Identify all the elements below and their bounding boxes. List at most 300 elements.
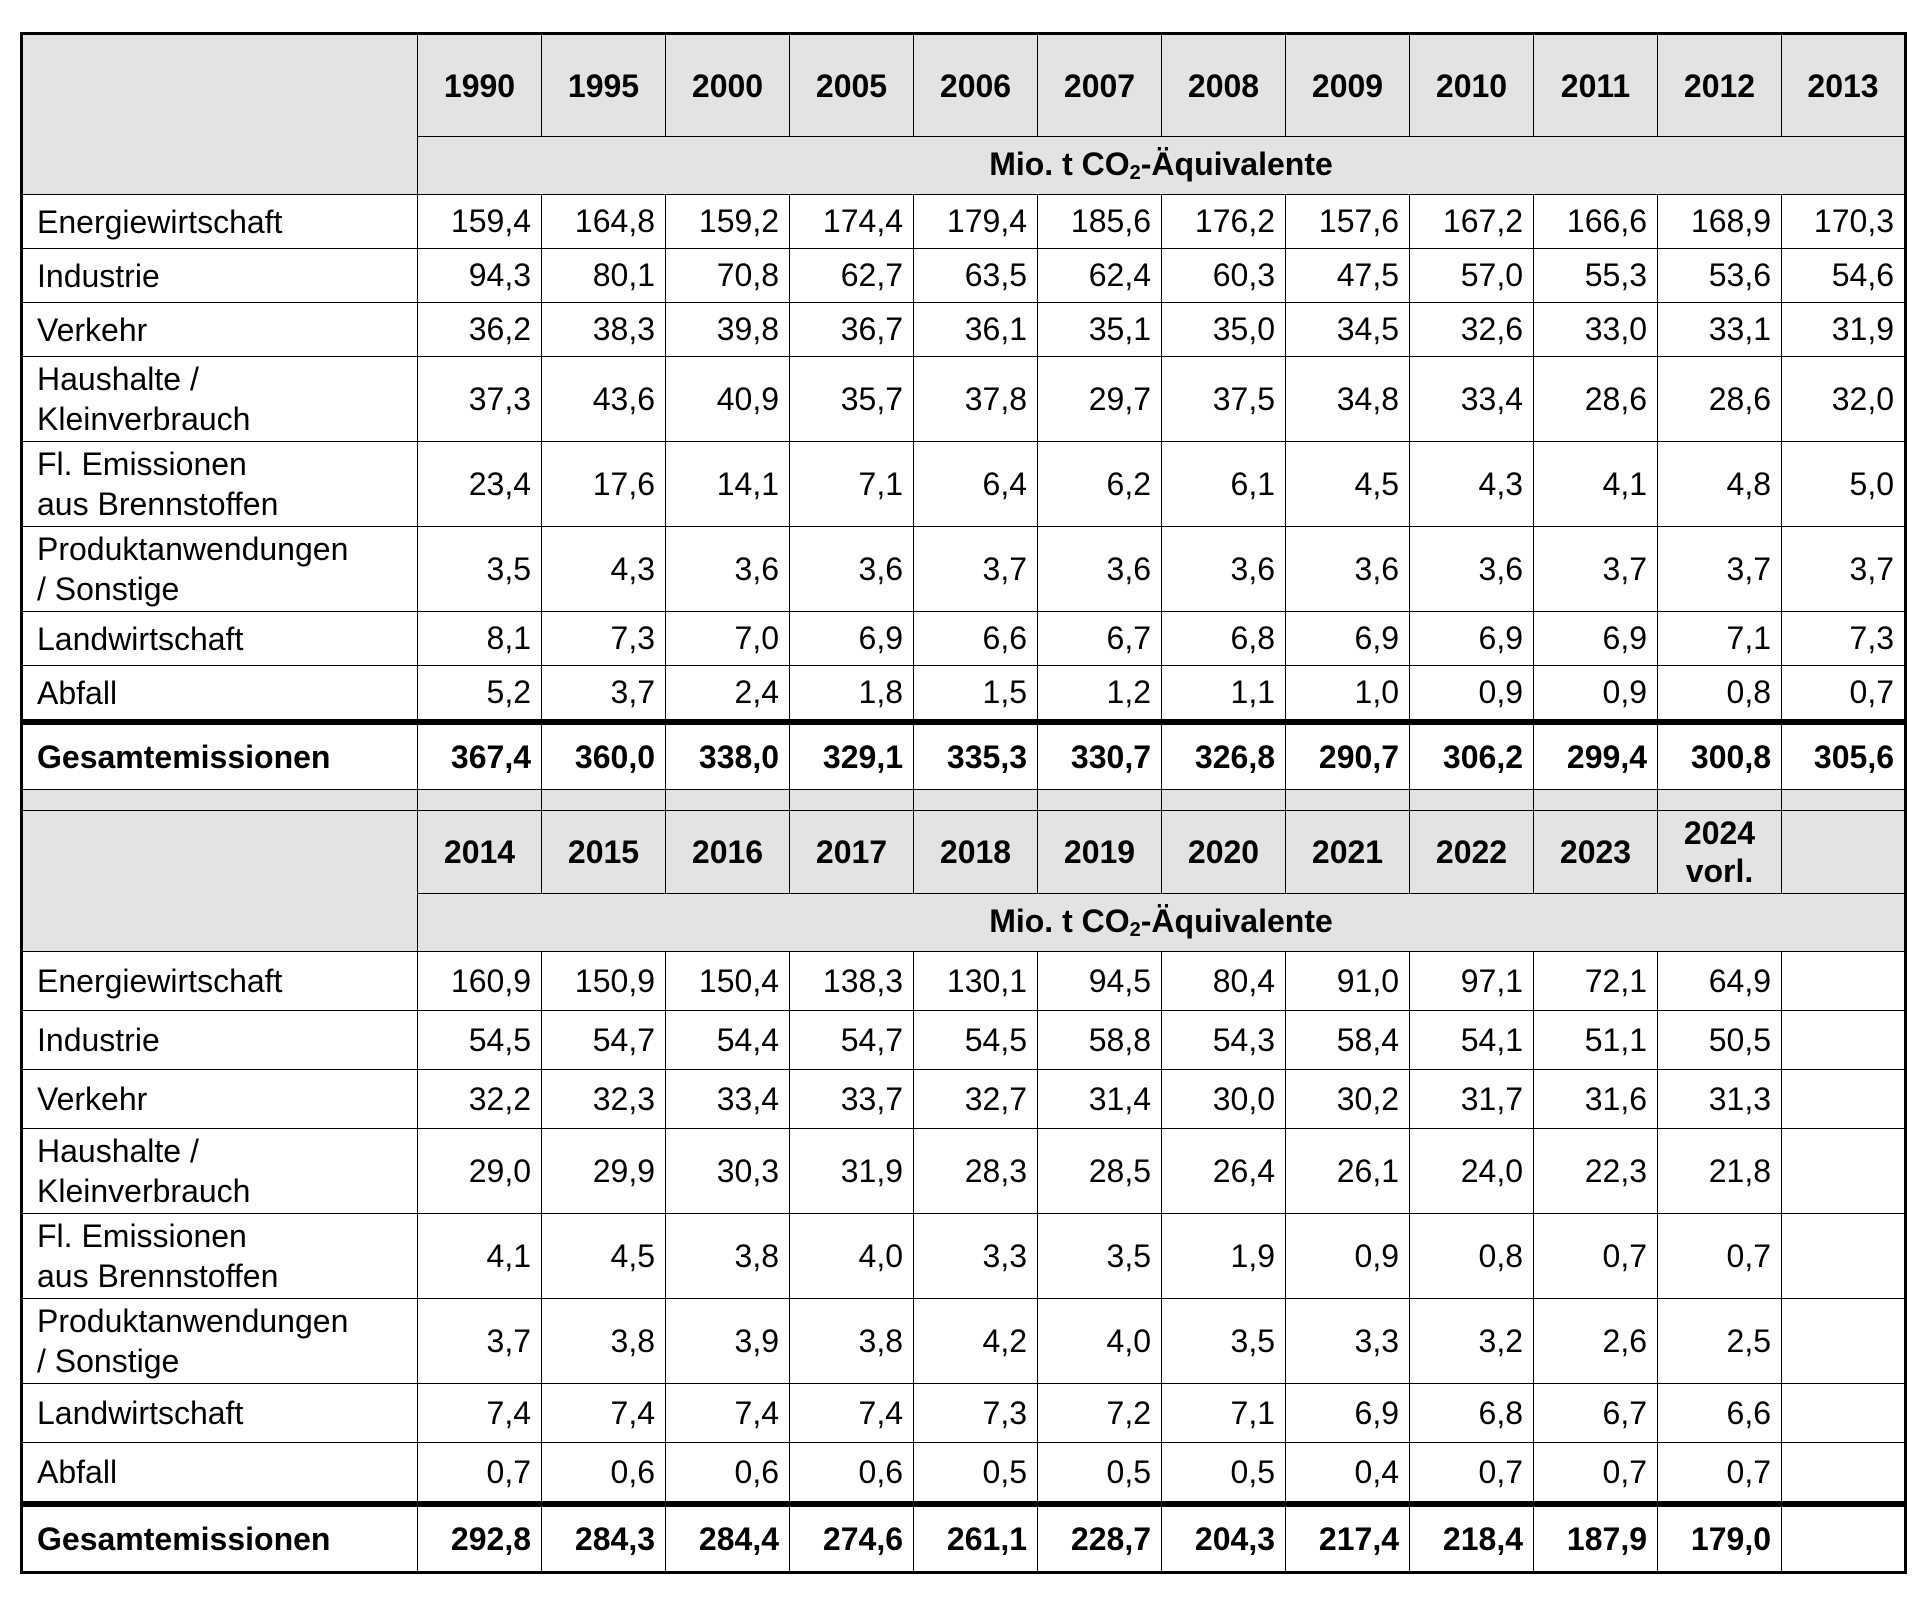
table-cell: 7,2 (1038, 1384, 1162, 1443)
table-cell: 54,7 (790, 1011, 914, 1070)
row-label: Energiewirtschaft (22, 952, 418, 1011)
table-cell: 0,7 (1410, 1443, 1534, 1505)
table-row (22, 442, 1906, 527)
table-cell: 167,2 (1410, 195, 1534, 249)
text-line: Haushalte / (37, 1133, 199, 1169)
table-cell: 31,3 (1658, 1070, 1782, 1129)
table-cell: 3,7 (914, 527, 1038, 612)
table-cell: 62,7 (790, 249, 914, 303)
table-cell: 5,2 (418, 666, 542, 723)
year-header: 2000 (666, 34, 790, 137)
year-header-row (22, 811, 1906, 894)
total-cell: 300,8 (1658, 722, 1782, 790)
total-cell: 274,6 (790, 1504, 914, 1573)
year-header: 2022 (1410, 811, 1534, 894)
text-line: / Sonstige (37, 571, 180, 607)
table-cell: 1,9 (1162, 1214, 1286, 1299)
table-cell: 60,3 (1162, 249, 1286, 303)
table-cell: 64,9 (1658, 952, 1782, 1011)
table-cell: 4,1 (418, 1214, 542, 1299)
table-row (22, 527, 1906, 612)
total-cell: 326,8 (1162, 722, 1286, 790)
total-cell: 329,1 (790, 722, 914, 790)
table-cell: 0,6 (666, 1443, 790, 1505)
table-cell: 3,5 (1038, 1214, 1162, 1299)
table-cell: 6,9 (1534, 612, 1658, 666)
table-cell: 35,7 (790, 357, 914, 442)
table-cell: 3,8 (790, 1299, 914, 1384)
table-cell: 31,7 (1410, 1070, 1534, 1129)
table-cell: 32,2 (418, 1070, 542, 1129)
total-cell: 338,0 (666, 722, 790, 790)
table-cell: 159,4 (418, 195, 542, 249)
year-header: 2014 (418, 811, 542, 894)
header-corner-cell (22, 34, 418, 195)
table-cell: 2,6 (1534, 1299, 1658, 1384)
table-cell: 0,7 (1782, 666, 1906, 723)
table-cell: 0,8 (1410, 1214, 1534, 1299)
table-cell: 4,3 (542, 527, 666, 612)
total-row (22, 722, 1906, 790)
table-cell: 7,4 (418, 1384, 542, 1443)
text-line: Kleinverbrauch (37, 401, 251, 437)
table-cell: 179,4 (914, 195, 1038, 249)
table-cell: 0,4 (1286, 1443, 1410, 1505)
table-cell: 0,8 (1658, 666, 1782, 723)
table-cell: 31,4 (1038, 1070, 1162, 1129)
table-cell: 62,4 (1038, 249, 1162, 303)
text-line: vorl. (1685, 853, 1754, 889)
table-cell: 2,5 (1658, 1299, 1782, 1384)
total-cell (1782, 1504, 1906, 1573)
table-cell: 3,6 (790, 527, 914, 612)
table-cell: 3,7 (1534, 527, 1658, 612)
total-cell: 228,7 (1038, 1504, 1162, 1573)
total-cell: 187,9 (1534, 1504, 1658, 1573)
table-row (22, 666, 1906, 723)
table-cell: 28,5 (1038, 1129, 1162, 1214)
year-header: 2012 (1658, 34, 1782, 137)
table-row (22, 1129, 1906, 1214)
total-label: Gesamtemissionen (22, 1504, 418, 1573)
year-header (1658, 811, 1782, 894)
year-header: 2011 (1534, 34, 1658, 137)
table-cell: 30,0 (1162, 1070, 1286, 1129)
text-line: Produktanwendungen (37, 531, 349, 567)
spacer-cell (1534, 790, 1658, 811)
table-cell: 38,3 (542, 303, 666, 357)
table-cell: 28,6 (1534, 357, 1658, 442)
table-cell: 72,1 (1534, 952, 1658, 1011)
table-cell: 6,1 (1162, 442, 1286, 527)
table-cell (1782, 1443, 1906, 1505)
unit-suffix: -Äquivalente (1140, 903, 1333, 939)
table-cell: 185,6 (1038, 195, 1162, 249)
table-cell: 3,5 (418, 527, 542, 612)
text-line: aus Brennstoffen (37, 1258, 279, 1294)
table-cell: 35,0 (1162, 303, 1286, 357)
table-cell: 22,3 (1534, 1129, 1658, 1214)
spacer-cell (1782, 790, 1906, 811)
table-cell: 0,7 (1658, 1443, 1782, 1505)
year-header (1782, 811, 1906, 894)
table-cell: 4,5 (542, 1214, 666, 1299)
table-cell: 3,6 (1286, 527, 1410, 612)
spacer-cell (22, 790, 418, 811)
year-header: 2017 (790, 811, 914, 894)
table-row (22, 303, 1906, 357)
table-cell: 3,7 (1782, 527, 1906, 612)
total-label: Gesamtemissionen (22, 722, 418, 790)
table-cell (1782, 952, 1906, 1011)
table-cell: 50,5 (1658, 1011, 1782, 1070)
table-cell: 28,3 (914, 1129, 1038, 1214)
table-cell: 37,5 (1162, 357, 1286, 442)
table-cell: 6,4 (914, 442, 1038, 527)
table-cell: 1,8 (790, 666, 914, 723)
table-cell: 0,5 (1038, 1443, 1162, 1505)
table-cell: 160,9 (418, 952, 542, 1011)
table-row (22, 612, 1906, 666)
row-label (22, 442, 418, 527)
year-header: 2023 (1534, 811, 1658, 894)
unit-suffix: -Äquivalente (1140, 146, 1333, 182)
total-cell: 261,1 (914, 1504, 1038, 1573)
table-cell (1782, 1384, 1906, 1443)
table-cell: 94,5 (1038, 952, 1162, 1011)
table-row (22, 1011, 1906, 1070)
table-cell: 26,1 (1286, 1129, 1410, 1214)
table-cell (1782, 1011, 1906, 1070)
table-cell: 58,8 (1038, 1011, 1162, 1070)
table-cell: 53,6 (1658, 249, 1782, 303)
row-label: Verkehr (22, 1070, 418, 1129)
table-cell: 36,1 (914, 303, 1038, 357)
table-cell: 157,6 (1286, 195, 1410, 249)
spacer-cell (542, 790, 666, 811)
table-cell: 6,9 (1410, 612, 1534, 666)
unit-prefix: Mio. t CO (989, 146, 1130, 182)
year-header: 2009 (1286, 34, 1410, 137)
table-cell: 26,4 (1162, 1129, 1286, 1214)
table-row (22, 1443, 1906, 1505)
total-cell: 299,4 (1534, 722, 1658, 790)
table-cell: 150,4 (666, 952, 790, 1011)
text-line: Fl. Emissionen (37, 446, 247, 482)
table-cell: 80,4 (1162, 952, 1286, 1011)
total-cell: 179,0 (1658, 1504, 1782, 1573)
year-header: 2018 (914, 811, 1038, 894)
table-cell: 3,7 (418, 1299, 542, 1384)
table-cell: 23,4 (418, 442, 542, 527)
table-cell: 33,0 (1534, 303, 1658, 357)
total-cell: 292,8 (418, 1504, 542, 1573)
table-cell: 32,0 (1782, 357, 1906, 442)
table-cell: 150,9 (542, 952, 666, 1011)
unit-subscript: 2 (1129, 919, 1141, 941)
table-cell: 3,6 (666, 527, 790, 612)
row-label: Landwirtschaft (22, 1384, 418, 1443)
total-cell: 284,3 (542, 1504, 666, 1573)
table-cell: 40,9 (666, 357, 790, 442)
table-cell: 17,6 (542, 442, 666, 527)
unit-label (418, 894, 1906, 952)
table-cell: 3,6 (1410, 527, 1534, 612)
table-cell: 6,9 (1286, 1384, 1410, 1443)
table-cell: 4,5 (1286, 442, 1410, 527)
table-cell: 7,4 (542, 1384, 666, 1443)
table-cell: 176,2 (1162, 195, 1286, 249)
table-cell: 6,8 (1162, 612, 1286, 666)
spacer-cell (790, 790, 914, 811)
spacer-cell (1410, 790, 1534, 811)
year-header: 2010 (1410, 34, 1534, 137)
table-cell: 31,6 (1534, 1070, 1658, 1129)
table-cell: 4,3 (1410, 442, 1534, 527)
text-line: Haushalte / (37, 361, 199, 397)
table-cell: 34,8 (1286, 357, 1410, 442)
table-cell: 130,1 (914, 952, 1038, 1011)
table-cell: 31,9 (790, 1129, 914, 1214)
block-spacer (22, 790, 1906, 811)
table-cell (1782, 1129, 1906, 1214)
table-cell: 33,4 (666, 1070, 790, 1129)
table-cell: 1,5 (914, 666, 1038, 723)
table-row (22, 249, 1906, 303)
table-cell: 6,2 (1038, 442, 1162, 527)
table-cell: 0,9 (1410, 666, 1534, 723)
table-cell: 7,3 (542, 612, 666, 666)
table-row (22, 357, 1906, 442)
table-cell: 7,0 (666, 612, 790, 666)
table-cell: 0,7 (1534, 1443, 1658, 1505)
year-header: 1990 (418, 34, 542, 137)
table-cell: 29,9 (542, 1129, 666, 1214)
table-cell: 32,3 (542, 1070, 666, 1129)
table-cell: 3,9 (666, 1299, 790, 1384)
table-row (22, 1214, 1906, 1299)
total-cell: 367,4 (418, 722, 542, 790)
table-cell: 6,9 (790, 612, 914, 666)
emissions-table (20, 32, 1907, 1574)
table-cell: 3,6 (1038, 527, 1162, 612)
table-cell: 4,2 (914, 1299, 1038, 1384)
table-cell (1782, 1299, 1906, 1384)
table-cell: 4,1 (1534, 442, 1658, 527)
total-cell: 305,6 (1782, 722, 1906, 790)
table-cell (1782, 1214, 1906, 1299)
table-cell: 3,7 (542, 666, 666, 723)
table-cell: 4,0 (1038, 1299, 1162, 1384)
table-cell: 174,4 (790, 195, 914, 249)
table-cell: 58,4 (1286, 1011, 1410, 1070)
table-cell: 6,6 (1658, 1384, 1782, 1443)
spacer-cell (1286, 790, 1410, 811)
table-cell: 37,8 (914, 357, 1038, 442)
table-cell: 168,9 (1658, 195, 1782, 249)
table-cell: 4,8 (1658, 442, 1782, 527)
unit-label (418, 137, 1906, 195)
text-line: Kleinverbrauch (37, 1173, 251, 1209)
year-header: 2016 (666, 811, 790, 894)
row-label: Verkehr (22, 303, 418, 357)
table-cell: 51,1 (1534, 1011, 1658, 1070)
row-label: Landwirtschaft (22, 612, 418, 666)
table-row (22, 1299, 1906, 1384)
spacer-cell (1038, 790, 1162, 811)
year-header: 2005 (790, 34, 914, 137)
table-cell: 6,6 (914, 612, 1038, 666)
table-cell: 97,1 (1410, 952, 1534, 1011)
year-header: 2006 (914, 34, 1038, 137)
table-cell: 35,1 (1038, 303, 1162, 357)
table-cell: 8,1 (418, 612, 542, 666)
row-label: Energiewirtschaft (22, 195, 418, 249)
table-cell: 43,6 (542, 357, 666, 442)
table-cell: 7,1 (1658, 612, 1782, 666)
table-cell: 33,1 (1658, 303, 1782, 357)
row-label (22, 527, 418, 612)
table-cell: 54,5 (418, 1011, 542, 1070)
table-cell: 7,4 (666, 1384, 790, 1443)
table-cell: 54,3 (1162, 1011, 1286, 1070)
table-cell: 2,4 (666, 666, 790, 723)
row-label (22, 1214, 418, 1299)
total-row (22, 1504, 1906, 1573)
table-cell: 80,1 (542, 249, 666, 303)
table-cell: 7,3 (1782, 612, 1906, 666)
year-header: 2020 (1162, 811, 1286, 894)
table-cell: 36,7 (790, 303, 914, 357)
row-label (22, 357, 418, 442)
year-header: 2013 (1782, 34, 1906, 137)
text-line: 2024 (1683, 815, 1756, 851)
year-header: 2008 (1162, 34, 1286, 137)
year-header: 2019 (1038, 811, 1162, 894)
table-cell: 3,5 (1162, 1299, 1286, 1384)
table-cell: 32,7 (914, 1070, 1038, 1129)
table-cell: 0,9 (1286, 1214, 1410, 1299)
table-cell: 28,6 (1658, 357, 1782, 442)
table-cell: 3,7 (1658, 527, 1782, 612)
table-row (22, 195, 1906, 249)
text-line: / Sonstige (37, 1343, 180, 1379)
table-cell: 0,5 (1162, 1443, 1286, 1505)
table-cell: 3,8 (666, 1214, 790, 1299)
spacer-cell (1658, 790, 1782, 811)
table-cell: 1,1 (1162, 666, 1286, 723)
table-cell: 6,7 (1534, 1384, 1658, 1443)
year-header-row (22, 34, 1906, 137)
table-cell: 5,0 (1782, 442, 1906, 527)
table-cell: 3,8 (542, 1299, 666, 1384)
table-cell: 7,1 (1162, 1384, 1286, 1443)
table-cell (1782, 1070, 1906, 1129)
total-cell: 335,3 (914, 722, 1038, 790)
table-cell: 55,3 (1534, 249, 1658, 303)
total-cell: 217,4 (1286, 1504, 1410, 1573)
year-header: 2015 (542, 811, 666, 894)
total-cell: 306,2 (1410, 722, 1534, 790)
table-cell: 0,9 (1534, 666, 1658, 723)
row-label (22, 1299, 418, 1384)
text-line: Produktanwendungen (37, 1303, 349, 1339)
row-label: Industrie (22, 249, 418, 303)
total-cell: 218,4 (1410, 1504, 1534, 1573)
table-cell: 31,9 (1782, 303, 1906, 357)
table-row (22, 1384, 1906, 1443)
table-cell: 57,0 (1410, 249, 1534, 303)
table-cell: 0,7 (418, 1443, 542, 1505)
row-label: Abfall (22, 1443, 418, 1505)
table-cell: 30,2 (1286, 1070, 1410, 1129)
total-cell: 284,4 (666, 1504, 790, 1573)
table-cell: 3,2 (1410, 1299, 1534, 1384)
table-cell: 170,3 (1782, 195, 1906, 249)
table-cell: 33,4 (1410, 357, 1534, 442)
table-cell: 54,4 (666, 1011, 790, 1070)
table-cell: 54,5 (914, 1011, 1038, 1070)
table-cell: 70,8 (666, 249, 790, 303)
spacer-cell (666, 790, 790, 811)
spacer-cell (1162, 790, 1286, 811)
text-line: aus Brennstoffen (37, 486, 279, 522)
year-header: 1995 (542, 34, 666, 137)
table-cell: 34,5 (1286, 303, 1410, 357)
table-cell: 7,4 (790, 1384, 914, 1443)
table-cell: 14,1 (666, 442, 790, 527)
total-cell: 330,7 (1038, 722, 1162, 790)
text-line: Fl. Emissionen (37, 1218, 247, 1254)
total-cell: 290,7 (1286, 722, 1410, 790)
table-cell: 7,3 (914, 1384, 1038, 1443)
table-cell: 0,7 (1534, 1214, 1658, 1299)
unit-subscript: 2 (1129, 162, 1141, 184)
table-cell: 54,1 (1410, 1011, 1534, 1070)
table-cell: 30,3 (666, 1129, 790, 1214)
spacer-cell (418, 790, 542, 811)
row-label: Abfall (22, 666, 418, 723)
table-row (22, 952, 1906, 1011)
table-cell: 33,7 (790, 1070, 914, 1129)
table-cell: 36,2 (418, 303, 542, 357)
table-cell: 6,9 (1286, 612, 1410, 666)
table-cell: 54,7 (542, 1011, 666, 1070)
total-cell: 360,0 (542, 722, 666, 790)
table-cell: 94,3 (418, 249, 542, 303)
table-cell: 32,6 (1410, 303, 1534, 357)
table-cell: 138,3 (790, 952, 914, 1011)
table-cell: 3,6 (1162, 527, 1286, 612)
year-header: 2007 (1038, 34, 1162, 137)
table-cell: 47,5 (1286, 249, 1410, 303)
table-cell: 63,5 (914, 249, 1038, 303)
table-cell: 0,7 (1658, 1214, 1782, 1299)
table-cell: 0,6 (790, 1443, 914, 1505)
table-cell: 6,8 (1410, 1384, 1534, 1443)
table-cell: 54,6 (1782, 249, 1906, 303)
unit-prefix: Mio. t CO (989, 903, 1130, 939)
table-cell: 1,0 (1286, 666, 1410, 723)
spacer-cell (914, 790, 1038, 811)
table-cell: 3,3 (914, 1214, 1038, 1299)
table-cell: 0,6 (542, 1443, 666, 1505)
table-cell: 91,0 (1286, 952, 1410, 1011)
total-cell: 204,3 (1162, 1504, 1286, 1573)
table-cell: 29,0 (418, 1129, 542, 1214)
table-cell: 6,7 (1038, 612, 1162, 666)
table-cell: 159,2 (666, 195, 790, 249)
